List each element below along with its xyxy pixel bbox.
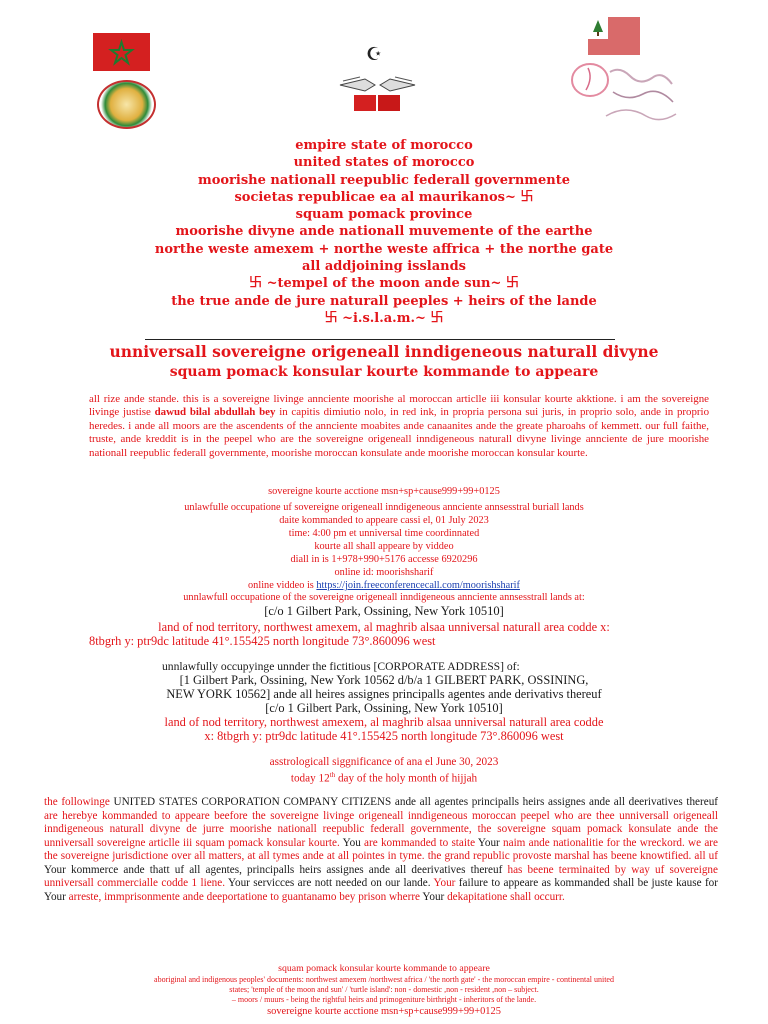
- occupy-line: x: 8tbgrh y: ptr9dc latitude 41°.155425 north longitude 73°.860096 west: [204, 729, 564, 743]
- footer-line: states; 'temple of the moon and sun' / 'turtle island': non - domestic ,non - resident ,non – subject.: [229, 985, 539, 994]
- title-line: all addjoining isslands: [302, 259, 466, 275]
- case-coords: 8tbgrh y: ptr9dc latitude 41°.155425 north longitude 73°.860096 west: [89, 634, 436, 648]
- p3-corp: UNITED STATES CORPORATION COMPANY CITIZENS: [113, 796, 392, 808]
- title-line: northe weste amexem + northe weste affrica + the northe gate: [154, 241, 614, 257]
- p3-your: Your: [44, 890, 66, 903]
- astro-line: asstrologicall siggnificance of ana el June 30, 2023: [269, 756, 499, 768]
- astro-today-post: day of the holy month of hijjah: [335, 772, 478, 785]
- red-flags-icon: [352, 93, 402, 113]
- p3-text: has beene terminaited by way uf sovereigne unniversall commercialle codde 1 liene.: [44, 863, 718, 890]
- case-online-video: [0, 580, 768, 592]
- astro-today: [0, 769, 768, 786]
- title-line: the true ande de jure naturall peeples + heirs of the lande: [171, 293, 597, 309]
- p3-text: dekapitatione shall occurr.: [444, 890, 565, 903]
- p3-text: ande all agentes principalls heirs assignes ande all deerivatives thereuf: [391, 796, 719, 808]
- occupy-line: [1 Gilbert Park, Ossining, New York 10562 d/b/a 1 GILBERT PARK, OSSINING,: [179, 673, 589, 687]
- stamp-signature-icon: [568, 58, 686, 138]
- title-line: empire state of morocco: [295, 138, 473, 153]
- case-occupation2: unnlawfull occupatione of the sovereigne origeneall inndigeneous annciente annsesstrall lands at:: [183, 592, 585, 603]
- case-time: time: 4:00 pm et unniversal time coordinnated: [288, 528, 480, 539]
- occupy-line: land of nod territory, northwest amexem, al maghrib alsaa unniversal naturall area codde: [164, 715, 604, 729]
- flag-right-icon: [588, 17, 640, 55]
- title-line: ࿕ ~i.s.l.a.m.~ ࿕: [324, 310, 444, 326]
- case-video: kourte all shall appeare by viddeo: [314, 541, 454, 552]
- page-subtitle: squam pomack konsular kourte kommande to appeare: [169, 364, 599, 380]
- online-video-label: online viddeo is: [248, 580, 317, 591]
- seal-icon: [97, 80, 156, 129]
- title-line: moorishe divyne ande nationall muvemente of the earthe: [175, 224, 593, 240]
- intro-paragraph: [89, 393, 709, 460]
- title-line: moorishe nationall reepublic federall governmente: [197, 172, 571, 188]
- flag-morocco-icon: [93, 33, 150, 71]
- footer-action: sovereigne kourte acctione msn+sp+cause999+99+0125: [267, 1006, 501, 1017]
- case-online-id: online id: moorishsharif: [334, 567, 434, 578]
- p3-text: are herebye kommanded to appeare beefore the sovereigne livinge origeneall inndigeneous moroccan peepel who are thee unniversall origeneall inndigeneous naturall divyne de jurre moorishe nationall reepublic federall governmente, the sovereigne squam pomack konsulate ande the unniversall sovereigne articlle iii squam pomack konsular kourte.: [44, 809, 718, 849]
- online-video-link[interactable]: https://join.freeconferencecall.com/moorishsharif: [316, 580, 520, 591]
- crescent-icon: ☪: [366, 44, 383, 64]
- p3-text: arreste, immprisonmente ande deeportatione to guantanamo bey prison wherre: [65, 890, 423, 903]
- p3-text: servicces are nott needed on our lande.: [249, 877, 434, 890]
- title-line: ࿕ ~tempel of the moon ande sun~ ࿕: [248, 276, 520, 292]
- astro-today-sup: th: [329, 771, 336, 779]
- case-action: sovereigne kourte acctione msn+sp+cause999+99+0125: [268, 486, 500, 497]
- astro-today-pre: today 12: [290, 772, 330, 785]
- occupy-line: NEW YORK 10562] ande all heires assignes principalls agentes ande derivativs thereuf: [166, 687, 602, 701]
- footer-title: squam pomack konsular kourte kommande to appeare: [278, 963, 490, 974]
- p3-your: Your: [422, 890, 445, 903]
- header-title-lines: [0, 137, 768, 327]
- intro-text: all rize ande stande. this is a sovereigne livinge annciente moorishe al moroccan articlle iii konsular kourte akktione. i am the sovereigne livinge justise: [89, 393, 709, 419]
- page-title: unniversall sovereigne origeneall inndigeneous naturall divyne: [109, 342, 659, 361]
- p3-you: You: [342, 836, 361, 849]
- title-line: squam pomack province: [295, 207, 473, 223]
- justice-name: dawud bilal abdullah bey: [154, 406, 276, 419]
- p3-text: the followinge: [44, 796, 114, 808]
- case-address: [c/o 1 Gilbert Park, Ossining, New York 10510]: [264, 604, 504, 618]
- p3-text: are kommanded to staite: [360, 836, 478, 849]
- p3-your: Your: [477, 836, 500, 849]
- title-line: united states of morocco: [293, 155, 475, 171]
- p3-your: Your: [44, 863, 66, 876]
- p3-your: Your: [228, 877, 250, 890]
- case-territory: land of nod territory, northwest amexem, al maghrib alsaa unniversal naturall area codde x:: [158, 620, 610, 634]
- footer-line: – moors / muurs - being the rightful heirs and primogeniture birthright - inheritors of the lande.: [231, 995, 537, 1004]
- case-dial: diall in is 1+978+990+5176 accesse 6920296: [290, 554, 478, 565]
- intro-text-rest: in capitis dimiutio nolo, in red ink, in propria persona sui juris, in proprio solo, ande in proprio heredes. i ande all moors are the ascendents of the annciente moabites ande canaanites ande the greate pharoahs of kemmett. our full faithe, truste, ande kreddit is in the peepel who are the sovereigne origeneall inndigeneous naturall divyne livinge annciente de jure moorishe nationall reepublic federall governmente, moorishe moroccan konsulate ande moorishe moroccan konsular kourte.: [89, 406, 710, 459]
- case-occupation: unlawfulle occupatione uf sovereigne origeneall inndigeneous annciente annsesstral buriall lands: [184, 502, 584, 513]
- case-date: daite kommanded to appeare cassi el, 01 July 2023: [279, 515, 489, 526]
- footer-line: aboriginal and indigenous peoples' documents: northwest amexem /northwest africa / 'the north gate' - the moroccan empire - continental united: [154, 975, 614, 984]
- command-paragraph: [44, 796, 718, 904]
- p3-text: failure to appeare as kommanded shall be juste kause for: [455, 877, 718, 890]
- occupy-line: [c/o 1 Gilbert Park, Ossining, New York 10510]: [265, 701, 503, 715]
- title-line: societas republicae ea al maurikanos~ ࿕: [234, 189, 534, 205]
- occupy-line: unnlawfully occupyinge unnder the fictitious [CORPORATE ADDRESS] of:: [162, 660, 520, 673]
- p3-text: kommerce ande thatt uf all agentes, principalls heirs assignes ande all deerivatives thereuf: [65, 863, 508, 876]
- p3-your: Your: [433, 877, 456, 890]
- p3-text: naim ande nationalitie for the wreckord. we are the sovereigne jurisdictione over all matters, at all tymes ande at all pointes in tyme. the grand republic provoste marshal has beene knowtified. all uf: [44, 836, 718, 863]
- divider: [145, 339, 615, 340]
